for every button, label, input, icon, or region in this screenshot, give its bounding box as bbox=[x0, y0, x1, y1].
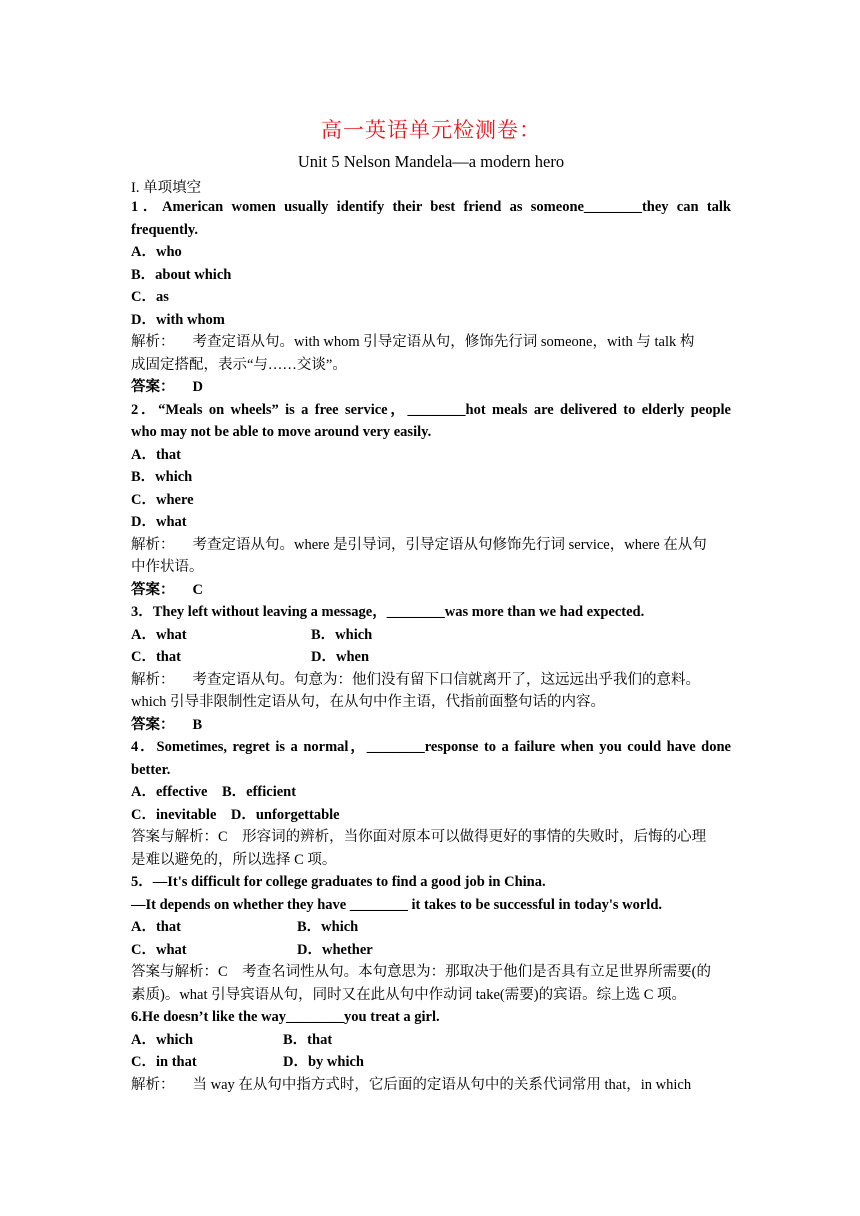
question-1-option-d: D．with whom bbox=[131, 311, 225, 328]
question-2-option-d: D．what bbox=[131, 514, 187, 530]
question-5-option-d: D．whether bbox=[297, 941, 373, 958]
question-3-option-b: B．which bbox=[311, 626, 373, 643]
question-3-answer: 答案： B bbox=[131, 716, 203, 733]
question-6-options-ab bbox=[131, 1029, 731, 1052]
section-heading: I. 单项填空 bbox=[131, 180, 202, 196]
question-3-option-d: D．when bbox=[311, 649, 370, 665]
question-5-option-b: B．which bbox=[297, 919, 359, 935]
question-4-explanation-cont: 是难以避免的，所以选择 C 项。 bbox=[131, 851, 337, 868]
question-6-option-a: A．which bbox=[131, 1031, 194, 1048]
question-3-option-c: C．that bbox=[131, 649, 181, 665]
question-3-option-a: A．what bbox=[131, 626, 187, 643]
question-3-stem: 3．They left without leaving a message，________was more than we had expected. bbox=[131, 604, 645, 620]
question-1-explanation: 解析： 考查定语从句。with whom 引导定语从句，修饰先行词 someone，with 与 talk 构 bbox=[131, 334, 695, 350]
question-2-explanation: 解析： 考查定语从句。where 是引导词，引导定语从句修饰先行词 service，where 在从句 bbox=[131, 536, 707, 553]
question-3-explanation-cont: which 引导非限制性定语从句，在从句中作主语，代指前面整句话的内容。 bbox=[131, 694, 606, 710]
question-2-explanation-cont: 中作状语。 bbox=[131, 559, 204, 575]
question-3-explanation: 解析： 考查定语从句。句意为：他们没有留下口信就离开了，这远远出乎我们的意料。 bbox=[131, 671, 700, 688]
question-5-explanation: 答案与解析：C 考查名词性从句。本句意思为：那取决于他们是否具有立足世界所需要(的 bbox=[131, 964, 711, 980]
question-4-options-ab: A．effective B．efficient bbox=[131, 784, 297, 800]
question-1-option-c: C．as bbox=[131, 289, 169, 305]
explanation-label: 解析： bbox=[131, 671, 175, 688]
question-1-stem-cont: frequently. bbox=[131, 221, 198, 238]
question-5-option-a: A．that bbox=[131, 919, 181, 935]
question-2-option-b: B．which bbox=[131, 469, 193, 485]
question-6-options-cd bbox=[131, 1051, 731, 1074]
question-4-stem: 4．Sometimes, regret is a normal，________response to a failure when you could have done bbox=[131, 739, 731, 755]
explanation-label: 解析： bbox=[131, 536, 175, 553]
question-6-stem: 6.He doesn’t like the way________you treat a girl. bbox=[131, 1009, 440, 1025]
explanation-label: 解析： bbox=[131, 1076, 175, 1093]
question-5-explanation-cont: 素质)。what 引导宾语从句，同时又在此从句中作动词 take(需要)的宾语。综上选 C 项。 bbox=[131, 986, 686, 1003]
question-1-stem: 1．American women usually identify their best friend as someone________they can talk bbox=[131, 199, 731, 215]
page-title: 高一英语单元检测卷： bbox=[321, 118, 541, 142]
answer-label: 答案： bbox=[131, 379, 175, 395]
question-4-options-cd: C．inevitable D．unforgettable bbox=[131, 806, 340, 823]
question-6-option-b: B．that bbox=[283, 1031, 333, 1048]
answer-label: 答案： bbox=[131, 716, 175, 733]
question-2-answer: 答案： C bbox=[131, 581, 203, 598]
question-4-stem-cont: better. bbox=[131, 761, 171, 778]
answer-label: 答案： bbox=[131, 581, 175, 598]
question-3-options-cd bbox=[131, 646, 731, 669]
question-5-option-c: C．what bbox=[131, 941, 187, 958]
explanation-label: 解析： bbox=[131, 334, 175, 350]
question-5-stem: 5．—It's difficult for college graduates to find a good job in China. bbox=[131, 874, 546, 890]
question-4-explanation: 答案与解析：C 形容词的辨析，当你面对原本可以做得更好的事情的失败时，后悔的心理 bbox=[131, 829, 707, 845]
question-1-option-a: A．who bbox=[131, 244, 182, 260]
question-5-options-cd bbox=[131, 939, 731, 962]
question-6-option-d: D．by which bbox=[283, 1054, 364, 1070]
question-list bbox=[131, 196, 731, 1096]
unit-subtitle: Unit 5 Nelson Mandela—a modern hero bbox=[297, 152, 565, 171]
question-5-stem-cont: —It depends on whether they have ________ it takes to be successful in today's world. bbox=[131, 896, 663, 913]
question-1-explanation-cont: 成固定搭配，表示“与……交谈”。 bbox=[131, 356, 347, 373]
question-2-option-a: A．that bbox=[131, 446, 181, 463]
question-2-stem-cont: who may not be able to move around very easily. bbox=[131, 424, 432, 440]
question-1-answer: 答案： D bbox=[131, 379, 203, 395]
question-6-explanation: 解析： 当 way 在从句中指方式时，它后面的定语从句中的关系代词常用 that，in which bbox=[131, 1076, 692, 1093]
question-6-option-c: C．in that bbox=[131, 1054, 197, 1070]
question-2-stem: 2．“Meals on wheels” is a free service，________hot meals are delivered to elderly people bbox=[131, 401, 731, 418]
question-2-option-c: C．where bbox=[131, 491, 194, 508]
question-1-option-b: B．about which bbox=[131, 266, 232, 283]
question-3-options-ab bbox=[131, 624, 731, 647]
question-5-options-ab bbox=[131, 916, 731, 939]
